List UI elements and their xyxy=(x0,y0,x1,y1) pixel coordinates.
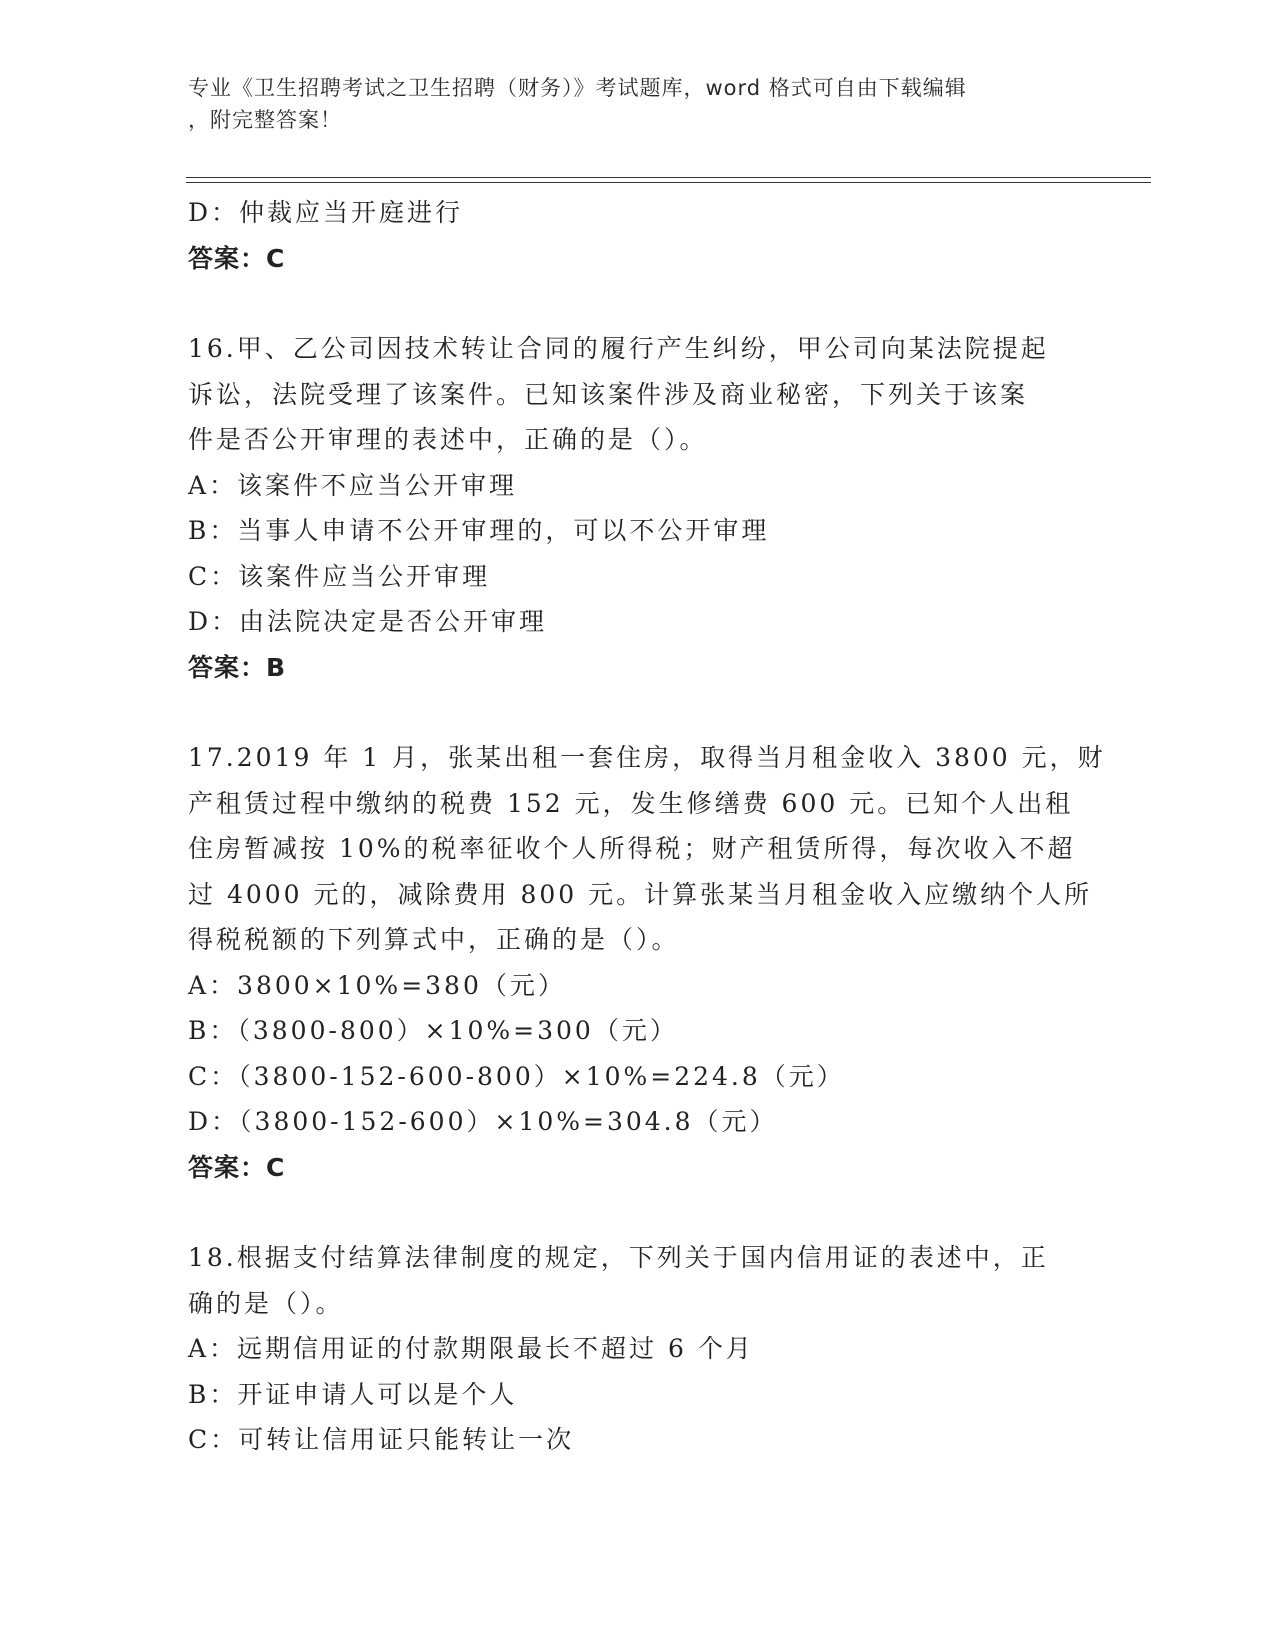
header-title-line-1: 专业《卫生招聘考试之卫生招聘（财务）》考试题库，word 格式可自由下载编辑 xyxy=(188,76,967,100)
question-17 xyxy=(188,735,1106,1190)
q16-answer: 答案：B xyxy=(188,652,287,682)
spacer xyxy=(188,281,1088,326)
q16-option-b: B：当事人申请不公开审理的，可以不公开审理 xyxy=(188,516,770,545)
header-title-line-2: ，附完整答案！ xyxy=(188,108,342,132)
spacer xyxy=(188,1190,1088,1235)
q18-option-a: A：远期信用证的付款期限最长不超过 6 个月 xyxy=(188,1334,754,1363)
q16-stem-line-1: 16.甲、乙公司因技术转让合同的履行产生纠纷，甲公司向某法院提起 xyxy=(188,334,1049,363)
q17-option-a: A：3800×10%=380（元） xyxy=(188,970,566,1000)
q17-stem-line-3: 住房暂减按 10%的税率征收个人所得税；财产租赁所得，每次收入不超 xyxy=(188,834,1076,863)
question-18 xyxy=(188,1235,1088,1463)
q18-option-c: C：可转让信用证只能转让一次 xyxy=(188,1425,575,1454)
q18-stem-line-2: 确的是（）。 xyxy=(188,1288,344,1318)
q17-stem-line-2: 产租赁过程中缴纳的税费 152 元，发生修缮费 600 元。已知个人出租 xyxy=(188,788,1074,818)
q16-stem-line-2: 诉讼，法院受理了该案件。已知该案件涉及商业秘密，下列关于该案 xyxy=(188,379,1029,409)
q16-option-d: D：由法院决定是否公开审理 xyxy=(188,607,548,636)
q17-answer: 答案：C xyxy=(188,1152,286,1182)
q17-option-b: B：（3800-800）×10%=300（元） xyxy=(188,1016,678,1045)
document-header xyxy=(188,72,1068,136)
q17-stem-line-1: 17.2019 年 1 月，张某出租一套住房，取得当月租金收入 3800 元，财 xyxy=(188,743,1106,772)
header-divider-bottom xyxy=(186,182,1151,183)
q16-stem-line-3: 件是否公开审理的表述中，正确的是（）。 xyxy=(188,425,708,454)
question-content xyxy=(188,190,1106,1463)
q18-stem-line-1: 18.根据支付结算法律制度的规定，下列关于国内信用证的表述中，正 xyxy=(188,1243,1049,1272)
q16-option-a: A：该案件不应当公开审理 xyxy=(188,470,518,500)
q16-option-c: C：该案件应当公开审理 xyxy=(188,561,491,591)
q17-stem-line-4: 过 4000 元的，减除费用 800 元。计算张某当月租金收入应缴纳个人所 xyxy=(188,879,1093,909)
spacer xyxy=(188,690,1088,735)
q17-stem-line-5: 得税税额的下列算式中，正确的是（）。 xyxy=(188,925,680,954)
q15-answer: 答案：C xyxy=(188,243,286,273)
q17-option-d: D：（3800-152-600）×10%=304.8（元） xyxy=(188,1107,778,1136)
q18-option-b: B：开证申请人可以是个人 xyxy=(188,1379,518,1409)
header-divider-top xyxy=(186,177,1151,178)
question-16 xyxy=(188,326,1088,690)
q17-option-c: C：（3800-152-600-800）×10%=224.8（元） xyxy=(188,1061,845,1091)
q15-option-d: D：仲裁应当开庭进行 xyxy=(188,198,464,227)
question-15 xyxy=(188,190,1088,281)
